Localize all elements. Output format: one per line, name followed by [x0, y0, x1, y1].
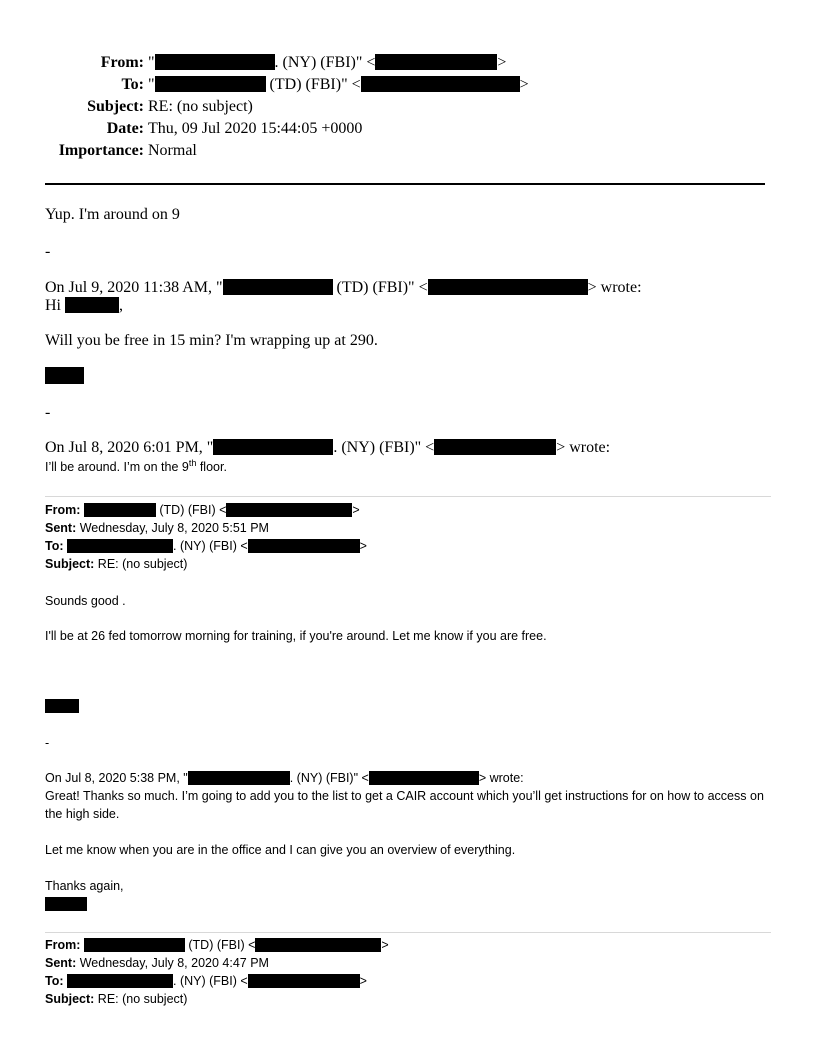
quote-header-text: On Jul 9, 2020 11:38 AM, ": [45, 279, 223, 296]
subject-label: Subject:: [87, 98, 144, 115]
dash-separator: -: [45, 404, 51, 421]
fwd-to-text: . (NY) (FBI) <: [173, 539, 248, 553]
from-label: From:: [100, 54, 144, 71]
greeting-line: [45, 296, 123, 316]
header-date-row: [0, 118, 800, 140]
dash-separator: -: [45, 736, 50, 750]
greeting-text: ,: [119, 297, 123, 314]
superscript: th: [188, 457, 197, 468]
from-close: >: [497, 54, 507, 71]
fwd-sent-label: Sent:: [45, 956, 77, 970]
redaction-bar: [255, 938, 381, 952]
fwd2-subject-row: [45, 990, 187, 1008]
fwd-to-text: >: [359, 539, 367, 553]
from-quote: ": [148, 54, 155, 71]
message-line: Sounds good .: [45, 594, 126, 608]
fwd1-subject-row: [45, 555, 187, 573]
greeting-text: Hi: [45, 297, 65, 314]
signoff-line: Thanks again,: [45, 879, 124, 893]
redaction-bar: [67, 539, 173, 553]
header-importance-row: [0, 140, 800, 162]
redaction-bar: [428, 279, 588, 295]
fwd-sent-label: Sent:: [45, 521, 77, 535]
fwd-to-label: To:: [45, 539, 64, 553]
quote-header-text: > wrote:: [556, 439, 611, 456]
redaction-bar: [84, 938, 185, 952]
from-suffix: . (NY) (FBI)" <: [274, 54, 376, 71]
fwd2-sent-row: [45, 954, 269, 972]
redaction-bar: [248, 539, 360, 553]
date-value: Thu, 09 Jul 2020 15:44:05 +0000: [148, 120, 363, 137]
fwd-to-label: To:: [45, 974, 64, 988]
redaction-bar: [67, 974, 173, 988]
header-subject-row: [0, 96, 800, 118]
fwd2-to-row: [45, 972, 367, 990]
message-text: I’ll be around. I’m on the 9: [45, 460, 189, 474]
reply-line: Yup. I'm around on 9: [45, 206, 180, 223]
importance-label: Importance:: [58, 142, 144, 159]
importance-value: Normal: [148, 142, 197, 159]
quote-header-text: > wrote:: [478, 771, 524, 785]
redaction-bar: [155, 76, 266, 92]
fwd-from-text: >: [352, 503, 360, 517]
quote-header-2: [45, 438, 610, 458]
message-line: Will you be free in 15 min? I'm wrapping up at 290.: [45, 332, 378, 349]
fwd-to-text: . (NY) (FBI) <: [173, 974, 248, 988]
quote-header-text: . (NY) (FBI)" <: [289, 771, 369, 785]
redaction-bar: [188, 771, 290, 785]
quote-header-1: [45, 278, 642, 298]
fwd-from-text: (TD) (FBI) <: [184, 938, 256, 952]
forward-divider: [45, 932, 771, 933]
message-line: I'll be at 26 fed tomorrow morning for training, if you're around. Let me know if you are free.: [45, 629, 547, 643]
to-quote: ": [148, 76, 155, 93]
to-label: To:: [121, 76, 144, 93]
fwd1-quote-header: [45, 769, 524, 787]
fwd-from-text: >: [381, 938, 389, 952]
message-paragraph: Let me know when you are in the office and I can give you an overview of everything.: [45, 843, 516, 857]
fwd-subject-label: Subject:: [45, 992, 95, 1006]
date-label: Date:: [106, 120, 144, 137]
fwd-from-text: (TD) (FBI) <: [155, 503, 227, 517]
signature-redaction: [45, 897, 87, 911]
redaction-bar: [65, 297, 119, 313]
redaction-bar: [361, 76, 520, 92]
fwd-subject-label: Subject:: [45, 557, 95, 571]
dash-separator: -: [45, 243, 51, 260]
redaction-bar: [213, 439, 333, 455]
redaction-bar: [375, 54, 497, 70]
header-from-row: [0, 52, 800, 74]
quote-header-text: > wrote:: [587, 279, 642, 296]
redaction-bar: [155, 54, 275, 70]
redaction-bar: [226, 503, 352, 517]
fwd-from-label: From:: [45, 503, 81, 517]
redaction-bar: [84, 503, 156, 517]
redaction-bar: [434, 439, 556, 455]
quote-header-text: . (NY) (FBI)" <: [333, 439, 435, 456]
fwd-subject-value: RE: (no subject): [94, 557, 188, 571]
fwd1-from-row: [45, 501, 360, 519]
redaction-bar: [248, 974, 360, 988]
message-line: [45, 458, 227, 476]
forward-divider: [45, 496, 771, 497]
signature-redaction: [45, 699, 79, 713]
signature-redaction: [45, 367, 84, 384]
fwd-sent-value: Wednesday, July 8, 2020 5:51 PM: [76, 521, 269, 535]
header-divider: [45, 183, 765, 185]
quote-header-text: On Jul 8, 2020 5:38 PM, ": [45, 771, 188, 785]
header-to-row: [0, 74, 800, 96]
to-suffix: (TD) (FBI)" <: [265, 76, 361, 93]
fwd-subject-value: RE: (no subject): [94, 992, 188, 1006]
subject-value: RE: (no subject): [148, 98, 253, 115]
redaction-bar: [223, 279, 333, 295]
fwd2-from-row: [45, 936, 389, 954]
redaction-bar: [369, 771, 479, 785]
fwd1-to-row: [45, 537, 367, 555]
fwd1-sent-row: [45, 519, 269, 537]
message-text: floor.: [196, 460, 227, 474]
fwd-from-label: From:: [45, 938, 81, 952]
fwd-to-text: >: [359, 974, 367, 988]
to-close: >: [519, 76, 529, 93]
quote-header-text: (TD) (FBI)" <: [332, 279, 428, 296]
message-paragraph: Great! Thanks so much. I’m going to add you to the list to get a CAIR account which you’ll get instructions for on how to access on the high side.: [45, 789, 764, 821]
fwd-sent-value: Wednesday, July 8, 2020 4:47 PM: [76, 956, 269, 970]
quote-header-text: On Jul 8, 2020 6:01 PM, ": [45, 439, 214, 456]
